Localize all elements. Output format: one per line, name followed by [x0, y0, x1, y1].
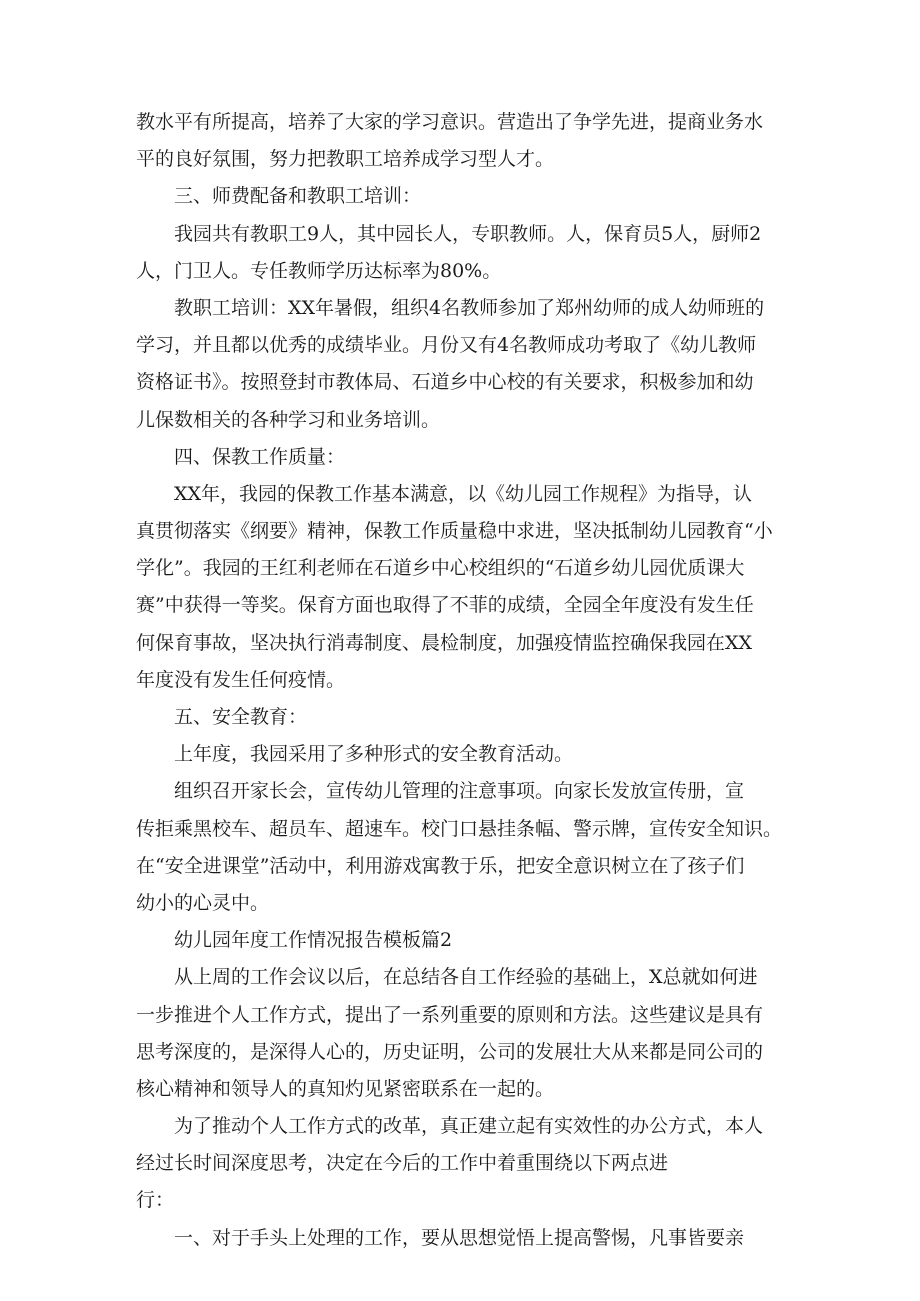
text-line: 幼小的心灵中。 [136, 891, 270, 914]
text-line: 在“安全进课堂”活动中，利用游戏寓教于乐，把安全意识树立在了孩子们 [136, 854, 745, 877]
text-line: 何保育事故，坚决执行消毒制度、晨检制度，加强疫情监控确保我园在XX [136, 631, 753, 654]
text-line: 学化”。我园的王红利老师在石道乡中心校组织的“石道乡幼儿园优质课大 [136, 557, 745, 580]
text-line: 传拒乘黑校车、超员车、超速车。校门口悬挂条幅、警示牌，宣传安全知识。 [136, 817, 783, 840]
text-line: 一、对于手头上处理的工作，要从思想觉悟上提高警惕，凡事皆要亲 [174, 1226, 745, 1249]
text-line: 思考深度的，是深得人心的，历史证明，公司的发展壮大从来都是同公司的 [136, 1040, 764, 1063]
text-line: 四、保教工作质量： [174, 445, 346, 468]
text-line: XX年，我园的保教工作基本满意，以《幼儿园工作规程》为指导，认 [174, 482, 753, 505]
text-line: 真贯彻落实《纲要》精神，保教工作质量稳中求进，坚决抵制幼儿园教育“小 [136, 520, 773, 543]
text-line: 三、师费配备和教职工培训： [174, 185, 422, 208]
text-line: 教职工培训：XX年暑假，组织4名教师参加了郑州幼师的成人幼师班的 [174, 296, 765, 319]
text-line: 资格证书》。按照登封市教体局、石道乡中心校的有关要求，积极参加和幼 [136, 371, 754, 394]
text-line: 年度没有发生任何疫情。 [136, 668, 346, 691]
text-line: 教水平有所提高，培养了大家的学习意识。营造出了争学先进，提商业务水 [136, 111, 764, 133]
text-line: 行： [136, 1189, 175, 1212]
text-line: 上年度，我园采用了多种形式的安全教育活动。 [174, 743, 574, 766]
text-line: 五、安全教育： [174, 706, 308, 728]
text-line: 学习，并且都以优秀的成绩毕业。月份又有4名教师成功考取了《幼儿教师 [136, 334, 757, 357]
text-line: 幼儿园年度工作情况报告模板篇2 [174, 929, 453, 952]
text-line: 人，门卫人。专任教师学历达标率为80%。 [136, 259, 502, 282]
text-line: 一步推进个人工作方式，提出了一系列重要的原则和方法。这些建议是具有 [136, 1003, 764, 1026]
text-line: 组织召开家长会，宣传幼儿管理的注意事项。向家长发放宣传册，宣 [174, 780, 745, 803]
text-line: 赛”中获得一等奖。保育方面也取得了不菲的成绩，全园全年度没有发生任 [136, 594, 754, 617]
text-line: 经过长时间深度思考，决定在今后的工作中着重围绕以下两点进 [136, 1152, 669, 1175]
text-line: 平的良好氛围，努力把教职工培养成学习型人才。 [136, 148, 555, 171]
text-line: 从上周的工作会议以后，在总结各自工作经验的基础上，X总就如何进 [174, 966, 758, 989]
document-body [136, 104, 795, 1257]
text-line: 核心精神和领导人的真知灼见紧密联系在一起的。 [136, 1077, 555, 1100]
text-line: 我园共有教职工9人，其中园长人，专职教师。人，保育员5人，厨师2 [174, 222, 762, 245]
text-line: 儿保数相关的各种学习和业务培训。 [136, 408, 441, 431]
text-line: 为了推动个人工作方式的改革，真正建立起有实效性的办公方式，本人 [174, 1115, 764, 1138]
